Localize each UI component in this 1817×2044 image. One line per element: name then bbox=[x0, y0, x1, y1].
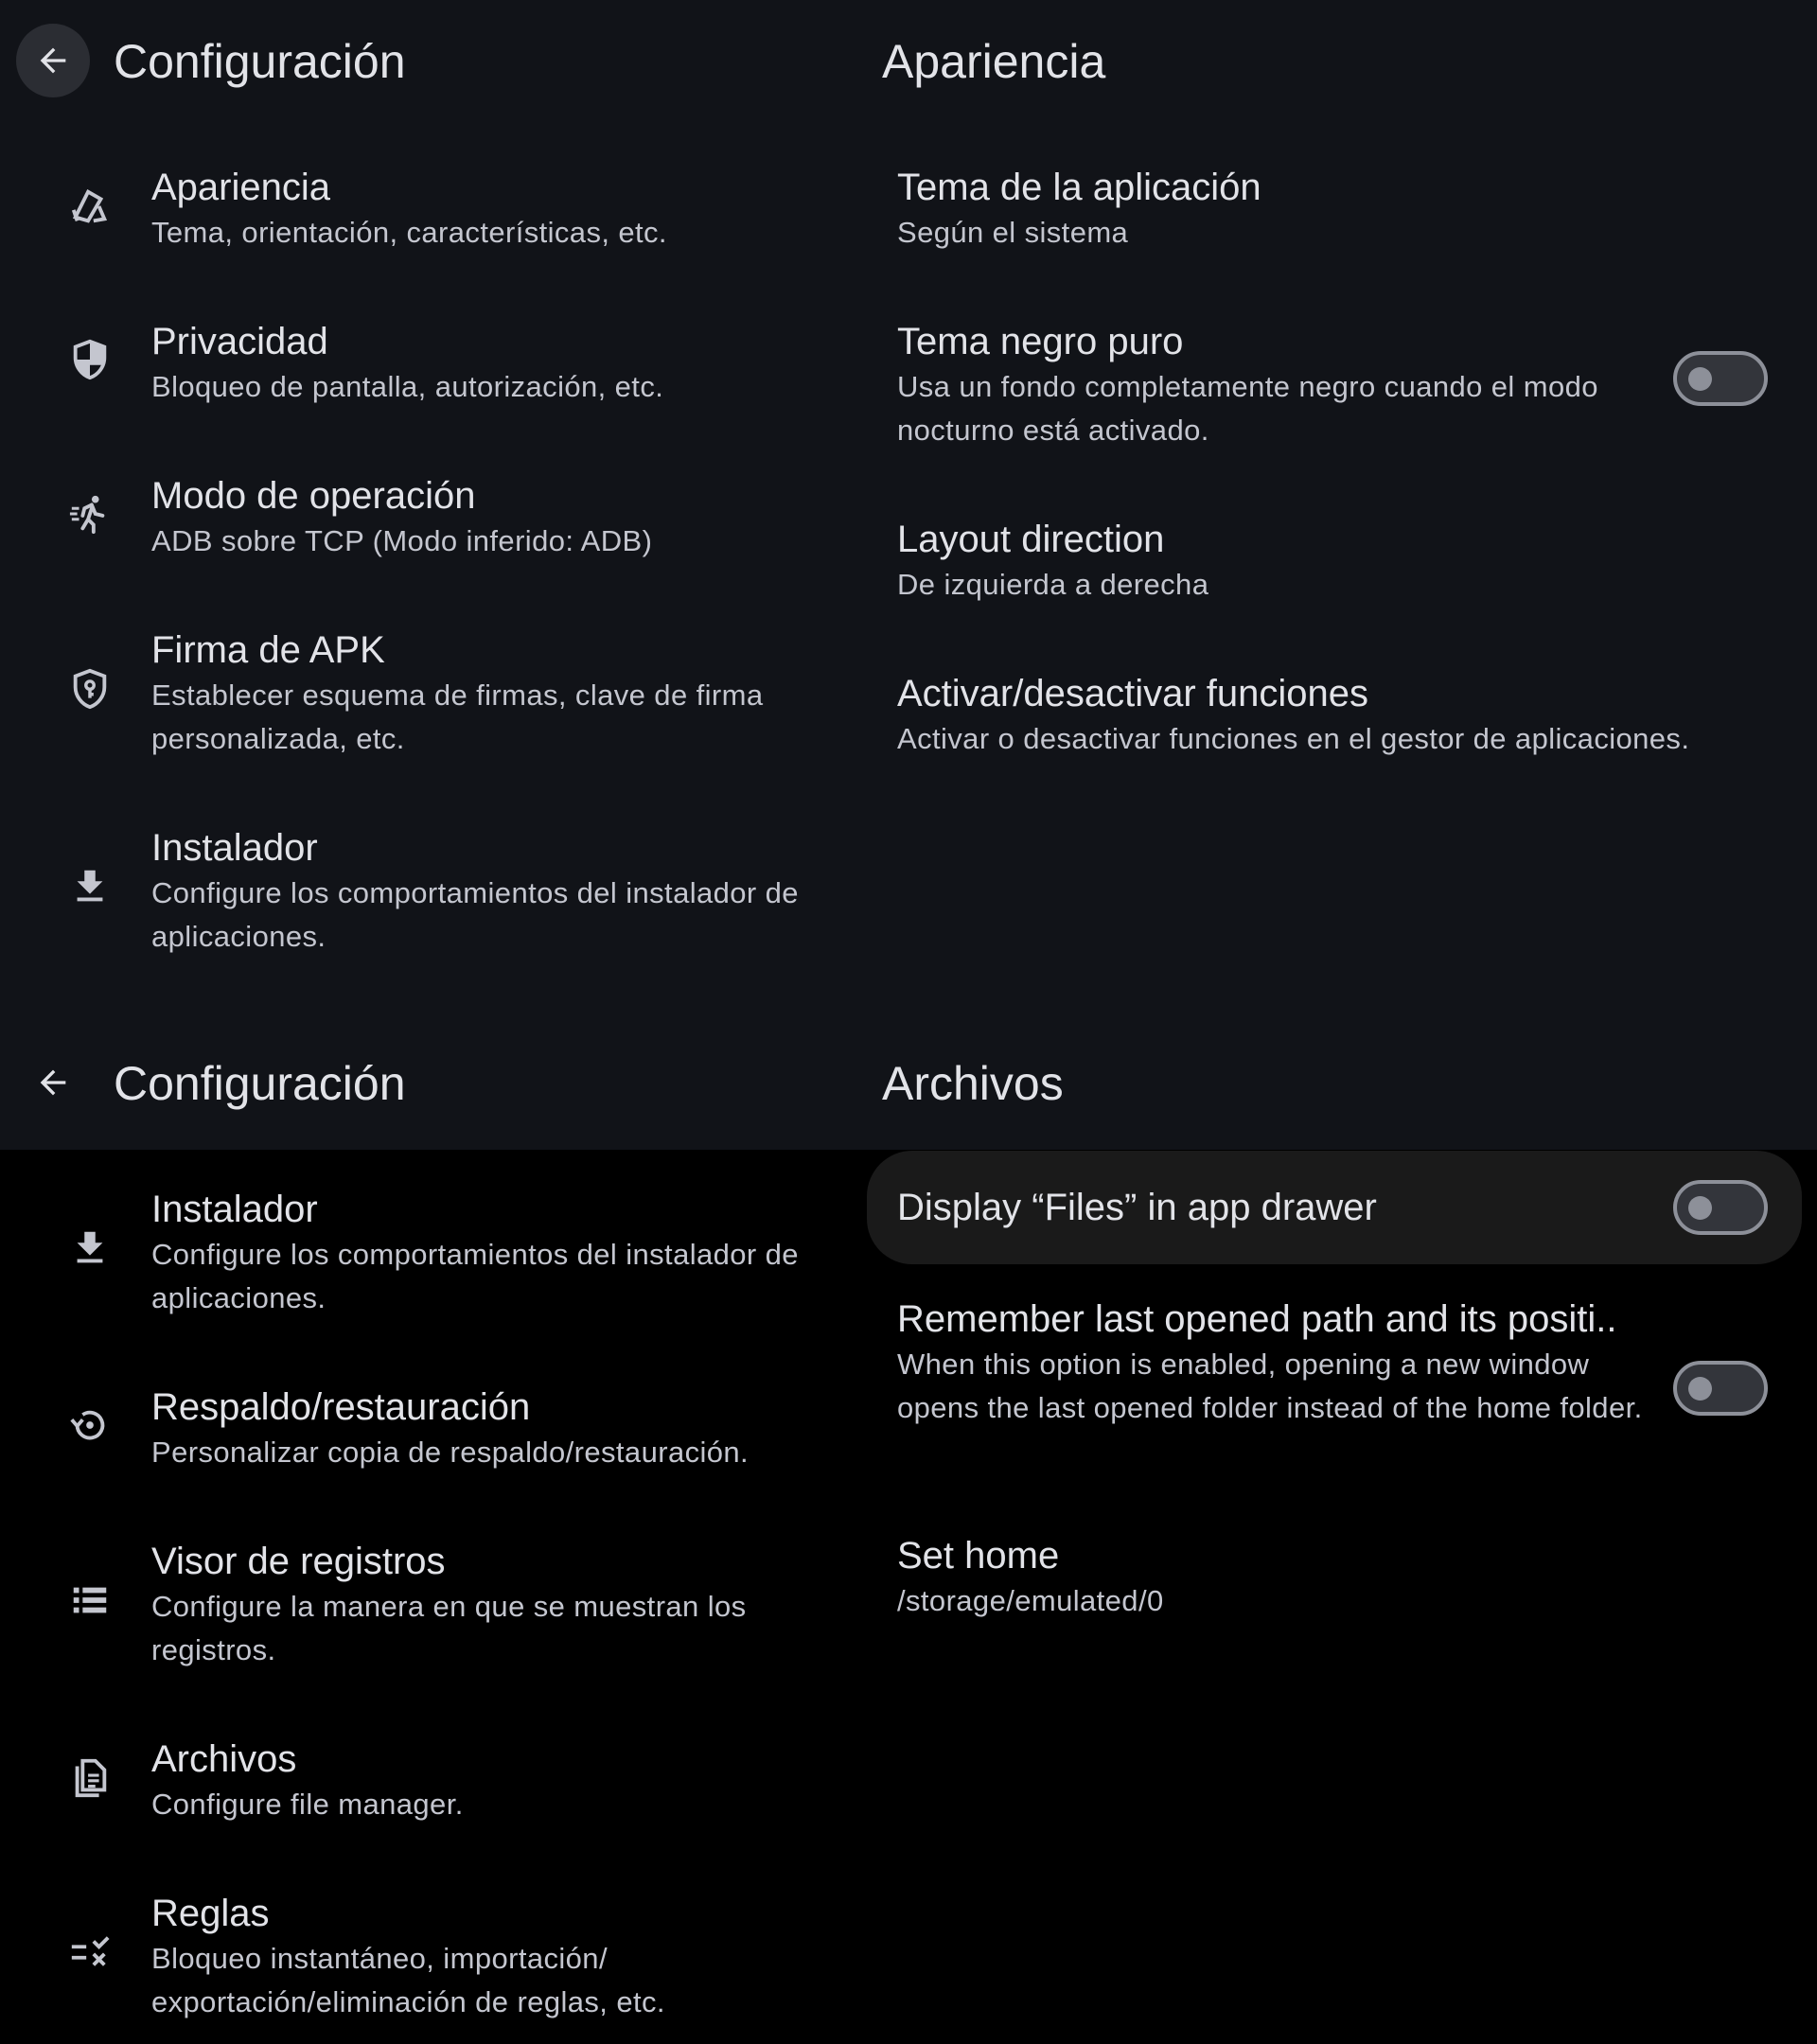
item-label: Layout direction bbox=[897, 519, 1165, 560]
item-label: Archivos bbox=[151, 1738, 297, 1780]
shield-key-icon bbox=[68, 667, 112, 711]
pref-remember-last-path[interactable] bbox=[869, 1283, 1806, 1482]
page-title: Configuración bbox=[114, 35, 406, 88]
settings-item-privacy[interactable] bbox=[0, 306, 852, 419]
files-settings-screen bbox=[0, 1022, 1817, 2044]
page-title: Configuración bbox=[114, 1057, 406, 1110]
item-summary: Establecer esquema de firmas, clave de firma personalizada, etc. bbox=[151, 678, 764, 755]
item-label: Display “Files” in app drawer bbox=[897, 1187, 1377, 1228]
item-summary: Personalizar copia de respaldo/restauración. bbox=[151, 1436, 750, 1469]
download-icon bbox=[68, 1226, 112, 1270]
item-label: Reglas bbox=[151, 1893, 270, 1934]
item-summary: Bloqueo instantáneo, importación/ exportación/eliminación de reglas, etc. bbox=[151, 1942, 665, 2018]
restore-icon bbox=[68, 1403, 112, 1447]
list-icon bbox=[68, 1578, 112, 1622]
toggle-knob bbox=[1688, 1196, 1712, 1220]
settings-item-operation-mode[interactable] bbox=[0, 460, 852, 573]
item-summary: De izquierda a derecha bbox=[897, 568, 1209, 601]
back-button[interactable] bbox=[16, 1046, 90, 1119]
settings-item-backup-restore[interactable] bbox=[0, 1371, 852, 1485]
item-summary: /storage/emulated/0 bbox=[897, 1584, 1164, 1617]
detail-title: Archivos bbox=[882, 1057, 1064, 1110]
item-label: Firma de APK bbox=[151, 629, 385, 671]
arrow-back-icon bbox=[34, 1064, 72, 1101]
item-label: Activar/desactivar funciones bbox=[897, 673, 1369, 714]
display-files-toggle[interactable] bbox=[1673, 1180, 1768, 1235]
item-label: Modo de operación bbox=[151, 475, 476, 517]
running-icon bbox=[68, 492, 112, 536]
item-summary: Usa un fondo completamente negro cuando el modo nocturno está activado. bbox=[897, 370, 1598, 447]
item-label: Instalador bbox=[151, 827, 318, 869]
item-summary: When this option is enabled, opening a new window opens the last opened folder instead of the home folder. bbox=[897, 1348, 1643, 1424]
settings-item-apk-signing[interactable] bbox=[0, 614, 852, 775]
item-label: Apariencia bbox=[151, 167, 331, 208]
pref-display-files-in-drawer[interactable] bbox=[869, 1151, 1806, 1264]
settings-item-appearance[interactable] bbox=[0, 151, 852, 265]
pure-black-toggle[interactable] bbox=[1673, 351, 1768, 406]
item-label: Set home bbox=[897, 1535, 1060, 1577]
settings-item-installer[interactable] bbox=[0, 812, 852, 973]
pref-set-home[interactable] bbox=[869, 1520, 1806, 1633]
pref-app-theme[interactable] bbox=[869, 151, 1806, 265]
palette-icon bbox=[68, 185, 112, 228]
shield-icon bbox=[68, 338, 112, 381]
back-button[interactable] bbox=[16, 24, 90, 97]
settings-item-installer[interactable] bbox=[0, 1173, 852, 1334]
item-summary: Configure los comportamientos del instalador de aplicaciones. bbox=[151, 1238, 799, 1314]
download-icon bbox=[68, 865, 112, 908]
toggle-knob bbox=[1688, 367, 1712, 391]
rule-icon bbox=[68, 1930, 112, 1974]
item-summary: ADB sobre TCP (Modo inferido: ADB) bbox=[151, 524, 653, 557]
toggle-knob bbox=[1688, 1377, 1712, 1401]
item-label: Instalador bbox=[151, 1189, 318, 1230]
item-label: Visor de registros bbox=[151, 1541, 446, 1582]
files-icon bbox=[68, 1755, 112, 1799]
item-summary: Configure la manera en que se muestran los registros. bbox=[151, 1590, 747, 1666]
item-label: Privacidad bbox=[151, 321, 328, 362]
item-label: Remember last opened path and its positi.. bbox=[897, 1298, 1617, 1340]
pref-toggle-features[interactable] bbox=[869, 658, 1806, 771]
item-label: Tema negro puro bbox=[897, 321, 1184, 362]
pref-layout-direction[interactable] bbox=[869, 503, 1806, 617]
item-summary: Configure los comportamientos del instalador de aplicaciones. bbox=[151, 876, 799, 953]
item-summary: Configure file manager. bbox=[151, 1788, 464, 1821]
settings-item-rules[interactable] bbox=[0, 1877, 852, 2038]
item-summary: Activar o desactivar funciones en el gestor de aplicaciones. bbox=[897, 722, 1690, 755]
settings-item-files[interactable] bbox=[0, 1723, 852, 1837]
item-label: Respaldo/restauración bbox=[151, 1386, 531, 1428]
item-label: Tema de la aplicación bbox=[897, 167, 1261, 208]
pref-pure-black-theme[interactable] bbox=[869, 306, 1806, 467]
remember-path-toggle[interactable] bbox=[1673, 1361, 1768, 1416]
item-summary: Bloqueo de pantalla, autorización, etc. bbox=[151, 370, 664, 403]
arrow-back-icon bbox=[34, 42, 72, 79]
settings-item-log-viewer[interactable] bbox=[0, 1525, 852, 1686]
item-summary: Tema, orientación, características, etc. bbox=[151, 216, 667, 249]
detail-title: Apariencia bbox=[882, 35, 1106, 88]
item-summary: Según el sistema bbox=[897, 216, 1129, 249]
